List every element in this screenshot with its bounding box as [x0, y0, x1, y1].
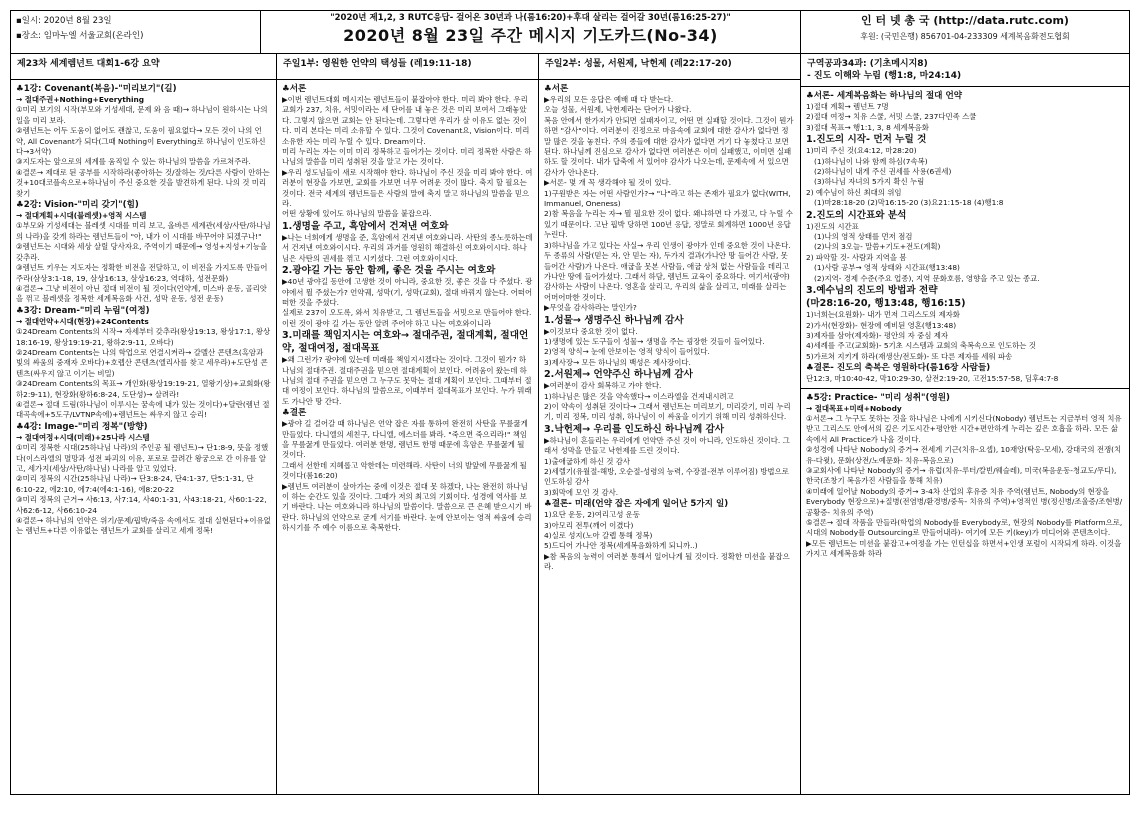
- text-line: 2)세렐기(유월절-해방, 오순절-성령의 능력, 수장절-전부 이루어짐) 방법으로 인도하심 감사: [544, 467, 789, 487]
- text-line: ③교회사에 나타난 Nobody의 증거→ 유럽(치유-루터/칼빈/웨슬레), 미국(복음운동-청교도/무디), 한국(조창기 복음가진 사람들을 통해 치유): [806, 465, 1117, 486]
- column-body: [539, 80, 800, 576]
- text-line: 1)출애굽하게 하신 것 감사: [544, 456, 631, 466]
- text-line: ▶우리의 모든 응답은 예배 때 다 받는다.: [544, 95, 674, 104]
- text-line: ▶렘넌트 여러분이 살아가는 중에 이것은 절대 못 하겠다, 나는 완전히 하나님이 하는 순간도 있을 것이다. 그때가 저의 최고의 기회이다. 성경에 역사를 보기 바란다. 나는 여호와니라 하나님의 말씀이다. 말씀으로 큰 은혜 받으시기 바란다. 하나님의 언약으로 굳게 서기를 바란다. 눈에 안보이는 영적 싸움에 승리하시기를 주 예수 이름으로 축복한다.: [282, 481, 532, 533]
- text-line: (1)나의 영적 상태를 먼저 점검: [814, 232, 913, 242]
- header-subtitle: "2020년 제1,2, 3 RUTC응답- 걸어온 30년과 나(롬16:20)+후대 살리는 걸어갈 30년(롬16:25-27)": [330, 13, 731, 23]
- text-line: 1)하나님은 많은 것을 약속했다→ 이스라엘을 건져내시려고: [544, 391, 734, 401]
- donation-account: 후원: (국민은행) 856701-04-233309 세계복음화전도협회: [860, 32, 1070, 41]
- text-line: 오늘 성물, 서원제, 낙헌제라는 단어가 나왔다.: [544, 105, 692, 115]
- section-heading: ♣2강: Vision-"미리 갖기"(힘): [16, 200, 139, 211]
- text-line: 3)제사장→ 모든 하나님의 백성은 제사장이다.: [544, 357, 691, 367]
- text-line: ▶여러분이 감사 회복하고 가야 한다.: [544, 381, 662, 391]
- section-heading: ♣결론: [282, 408, 307, 419]
- text-line: ▶이번 렘넌트대회 메시지는 렘넌트들이 붙잡아야 한다. 미리 봐야 한다. 우리 교회가 237, 치유, 서밋이라는 세 단어를 내 놓은 것은 미리 보여서 그래놓았다. 그렇지 않으면 교회는 안 된다는데. 그렇다면 우리가 살 이유도 없는 것이다. 미리 본다는 미리 소유할 수 있다. 그것이 Covenant요, Vision이다. 미리 소유한 자는 미리 누릴 수 있다. Dream이다.: [282, 95, 530, 146]
- text-line: ▶광야 길 걸어갈 때 하나님은 언약 잡은 자를 통하여 완전히 사탄을 무릎꿇게 만들었다. 다니엘의 세친구, 다니엘, 에스더를 봐라. "죽으면 죽으리라!" 책임을 무릎꿇게 만들었다. 여러분 한명, 렘넌트 한명 때문에 흑암은 무릎꿇게 될 것이다.: [282, 419, 528, 460]
- text-line: ▶모든 렘넌트는 미션을 붙잡고+여정을 가는 인턴십을 하면서+인생 포럼이 시작되게 하라. 이것을 가지고 세계복음화 하라: [806, 538, 1122, 559]
- text-line: ②미리 정복의 시간(25하나님 나라)→ 단3:8-24, 단4:1-37, 단5:1-31, 단6:10-22, 에2:10, 에7:4(에4:1-16), 에8:20-22: [16, 474, 254, 494]
- section-heading: 1.진도의 시작- 먼저 누릴 것: [806, 134, 927, 146]
- text-line: 1)너희는(요원화)- 내가 먼저 그리스도의 제자화: [806, 310, 960, 320]
- event-info: [11, 11, 261, 53]
- text-line: ②렘넌트는 어두 도움이 없어도 괜찮고, 도움이 필요없다→ 모든 것이 나의 언약, All Covenant가 되다(그때 Nothing이 Everything로 하나님이 인도하신다→3서약): [16, 126, 266, 157]
- section-heading: ♣4강: Image-"미리 정복"(방향): [16, 421, 148, 432]
- text-line: 단12:3, 마10:40-42, 막10:29-30, 살전2:19-20, 고전15:57-58, 딤후4:7-8: [806, 374, 1059, 384]
- column-heading: 주일2부: 성물, 서원제, 낙헌제 (레22:17-20): [539, 54, 800, 80]
- text-line: 3)절대 목표→ 행1:1, 3, 8 세계복음화: [806, 122, 929, 132]
- section-heading: ♣서론: [544, 84, 569, 94]
- text-line: ④결론→ 절대 드림(하나님이 이루시는 꿈속에 내가 있는 것이다)+달란(렘넌 절대곡속에+5도구/LVTNP속에)+렘넌트는 싸우지 않고 승리!: [16, 399, 270, 420]
- text-line: ⑤결론→ 절대 작품을 만들라(학업의 Nobody를 Everybody로, 현장의 Nobody를 Platform으로, 시대의 Nobody를 Outsourcing로 만들어내라)- 여기에 모든 키(key)가 미디어와 콘텐츠이다.: [806, 518, 1123, 538]
- section-heading: ♣서론- 세계복음화는 하나님의 절대 언약: [806, 91, 963, 101]
- title-block: [261, 11, 801, 53]
- text-line: (1)마28:18-20 (2)막16:15-20 (3)요21:15-18 (4)행1:8: [814, 198, 1004, 208]
- text-line: 1)진도의 시간표: [806, 221, 859, 231]
- column-sermon-2: [539, 54, 801, 794]
- text-line: ③24Dream Contents의 목표→ 개인화(왕상19:19-21, 열왕기상)+교회화(왕하2:9-11), 현장화(왕하6:8-24, 도단성)→ 살려라!: [16, 379, 271, 399]
- text-line: ④결론→ 제대로 된 공부를 시작하라(좋아하는 것/잘하는 것/다른 사람이 안하는 것+10대코플속으로+하나님이 주신 중요한 것을 발견하게 된다. 나의 것 미리 찾기: [16, 167, 270, 198]
- text-line: ③렘넌트 키우는 지도자는 정확한 비전을 전달하고, 이 비전을 가지도록 만들어주라(삼상3:1-18, 19, 삼상16:13, 삼상16:23, 역대하, 성전문화): [16, 263, 268, 283]
- text-line: 5)가르쳐 지키게 하라(재생산/전도화)- 또 다른 제자를 세워 파송: [806, 351, 1013, 361]
- text-line: ▶우리 성도님들이 새로 시작해야 한다. 하나님이 주신 것을 미리 봐야 한다. 여러분이 현장을 가보면, 교회를 가보면 너무 어려운 것이 많다. 축지 할 필요는 것이다. 전국 세계의 렘넌트들은 사람의 말에 축지 말고 하나님의 말씀을 믿으라.: [282, 167, 533, 209]
- text-line: ①미리 정복한 시대(25하나님 나라)의 주인공 될 렘넌트)→ 단1:8-9, 뜻을 정했다(이스라엘의 멸망과 성전 파괴의 이유, 포로로 끌려간 왕궁으로 간 이유를 알고, 세가지(세상/사탄/하나님) 나라를 알고 있었다.: [16, 443, 269, 473]
- text-line: 1)요단 운동, 2)여리고성 운동: [544, 510, 640, 520]
- text-line: 4)실로 성지(노아 갈렙 통해 정복): [544, 531, 653, 541]
- text-line: ▶나는 너희에게 생명을 준, 흑암에서 건져낸 여호와니라. 사탄의 종노릇하는데서 건져낸 여호와이시다. 우리의 과거를 영원히 해결하신 여호와이시다. 하나님은 사탄의 권세를 꺾고 시키셨다. 그런 여호와이시다.: [282, 232, 533, 263]
- text-line: 2) 파악할 것- 사람과 지역을 봄: [806, 252, 907, 262]
- text-line: ④미래에 일어날 Nobody의 증거→ 3-4차 산업의 후유증 치유 주역(렘넌트, Nobody의 현장을 Everybody 현장으로)+질병(전염병/환경병/중독- 치유의 주역)+영적인 병(정신병/조울증/조현병/공황증- 치유의 주역): [806, 486, 1123, 517]
- text-line: ▶왜 그런가? 광야에 있는데 미래를 책임지시겠다는 것이다. 그것이 뭔가? 하나님의 절대주권. 절대주권을 믿으면 절대계획이 보인다. 어려움이 왔는데 하나님의 절대 주권을 믿으면 그 누구도 못막는 절대 계획이 보인다. 그때부터 절대 여정이 보인다. 하나님의 말씀으로, 이때부터 절대목표가 보인다. 누가 뭐래도 가나안 땅 간다.: [282, 355, 532, 406]
- column-heading: 주일1부: 영원한 언약의 택성들 (레19:11-18): [277, 54, 538, 80]
- column-lecture-summary: [11, 54, 277, 794]
- text-line: (3)하나님 자녀의 5가지 확신 누림: [814, 177, 925, 187]
- text-line: ▶참 복음의 능력이 여러분 통해서 일어나게 될 것이다. 정확한 미션을 붙잡으라.: [544, 551, 790, 572]
- text-line: → 절대목표+미래+Nobody: [806, 403, 902, 413]
- text-line: 1)생명에 있는 도구들이 성물→ 생명을 주는 굉장한 것들이 들어있다.: [544, 336, 765, 346]
- text-line: (1)사람 공부→ 영적 상태와 시간표(행13:48): [814, 263, 960, 273]
- text-line: 3)아모리 전투(깨어 이겼다): [544, 520, 634, 530]
- text-line: (2)나의 3오늘- 말씀+기도+전도(계획): [814, 242, 941, 252]
- section-heading: 1.생명을 주고, 흑암에서 건져낸 여호와: [282, 220, 449, 232]
- text-line: 2)참 복음을 누리는 자→ 뭘 필요한 것이 없다. 왜냐하면 다 가졌고, 다 누릴 수 있기 때문이다. 고난 핍박 당하면 100년 응답, 정말로 회계하면 1000년 응답 누린다.: [544, 209, 793, 240]
- text-line: 5)드디어 가나안 정복(세계복음화하게 되니까..): [544, 541, 698, 551]
- text-line: ▶서론- 몇 개 꼭 생각해야 될 것이 있다.: [544, 178, 672, 188]
- section-heading: ♣결론- 진도의 축복은 영원하다(롬16장 사람들): [806, 363, 991, 374]
- section-heading: (마28:16-20, 행13:48, 행16:15): [806, 298, 966, 310]
- text-line: (1)하나님이 나와 함께 하심(7속복): [814, 156, 928, 166]
- text-line: 2)영적 양식→ 눈에 안보이는 영적 양식이 들어있다.: [544, 347, 710, 357]
- text-line: ①24Dream Contents의 시작→ 자세부터 갖추라(왕상19:13, 왕상17:1, 왕상18:16-19, 왕상19:19-21, 왕하2:9-11, 오바다): [16, 327, 271, 347]
- text-line: ②렘넌트는 시대와 세상 살릴 당사자요, 주역이기 때문에→ 영성+지성+기능을 갖추라.: [16, 242, 268, 262]
- section-heading: ♣3강: Dream-"미리 누림"(여정): [16, 305, 150, 316]
- text-line: (2)지역- 경제 수준(주요 업종), 지역 문화호름, 영향을 주고 있는 종교.: [814, 273, 1040, 283]
- text-line: 실제로 237이 오도록, 와서 치유받고, 그 렘넌트들을 서밋으로 만들어야 한다. 이런 것이 광야 길 가는 동안 알려 주어야 하고 나는 여호와이니라: [282, 308, 532, 328]
- text-line: ②24Dream Contents는 나의 학업으로 연결시켜라→ 갈멜산 콘텐츠(흑암과 빛의 싸움의 중재자 오바다)+호렙산 콘텐츠(엘리사를 찾고 세우라)+도단성 콘텐츠(싸우지 않고 이기는 비밀): [16, 347, 268, 378]
- text-line: ①미리 보기의 시작(부모와 기성세대, 문제 와 음 때)→ 하나님이 원하시는 나의 일을 미리 보라.: [16, 105, 268, 125]
- text-line: 3)하나님을 가고 있다는 사실→ 우리 인생이 광야가 인데 중요한 것이 나온다. 두 종류의 사람(믿는 자, 안 믿는 자), 두가지 결과(가나안 땅 들어간 사람, 못 들어간 사람)가 나온다. 애굽을 못본 사람들, 애굽 상처 없는 사람들을 데리고 가나안 땅에 들어가셨다. 그래서 하담, 렘넌트 교육이 중요하다. 여기서(광야) 감사하는 사람이 나온다. 영혼을 살리고, 우리의 삶을 살리고, 미래를 살리는 어머어마한 것이다.: [544, 240, 791, 302]
- section-heading: ♣5강: Practice- "미리 성취"(영원): [806, 392, 950, 403]
- text-line: ③미리 정복의 근거→ 사6:13, 사7:14, 사40:1-31, 사43:18-21, 사60:1-22, 사62:6-12, 사66:10-24: [16, 495, 267, 515]
- text-line: 3)제자를 삼아(제자화)- 평안의 자 중심 제자: [806, 330, 948, 340]
- text-line: → 절대주권+Nothing+Everything: [16, 95, 145, 104]
- text-line: ▶이것보다 중요한 것이 없다.: [544, 326, 638, 336]
- text-line: ④결론→ 그냥 비전이 아닌 절대 비전이 될 것이다(언약계, 미스바 운동, 골리앗을 꺾고 블레셋을 정복한 세계복음화 사건, 성막 운동, 성전 운동): [16, 283, 267, 304]
- text-line: ①부모와 기성세대는 블레셋 시대를 미리 보고, 올바른 세계관(세상/사탄/하나님의 나라)을 갖게 하라는 렘넌트들이 "아, 내가 이 시대를 바꾸어야 되겠구나!": [16, 221, 271, 241]
- site-link[interactable]: 인 터 넷 총 국 (http://data.rutc.com): [861, 14, 1069, 27]
- text-line: 3)회막에 모인 것 감사.: [544, 487, 619, 497]
- section-heading: 2.광야길 가는 동안 함께, 좋은 것을 주시는 여호와: [282, 265, 496, 277]
- section-heading: 3.낙헌제→ 우리를 인도하신 하나님께 감사: [544, 423, 724, 435]
- column-group-lesson: [801, 54, 1129, 794]
- event-date: ▪일시: 2020년 8월 23일: [16, 16, 112, 26]
- text-line: ▶무엇을 감사하라는 말인가?: [544, 303, 637, 313]
- section-divider: [801, 388, 1129, 389]
- text-line: ▶하나님이 흔들리는 우리에게 언약만 주신 것이 아니라, 인도하신 것이다. 그래서 성막을 만들고 낙헌제를 드린 것이다.: [544, 435, 790, 456]
- column-heading: 구역공과34과: (기초메시지8) - 진도 이해와 누림 (행1:8, 마24:14): [801, 54, 1129, 87]
- text-line: → 절대여정+시대(미래)+25나라 시스템: [16, 432, 150, 442]
- text-line: ①서론→ 그 누구도 못하는 것을 하나님은 나에게 시키신다(Nobody) 렘넌트는 지금부터 영적 치유 받고 그리스도 안에서의 깊은 기도시간+평안한 시간+편안하게 누리는 깊은 호흡을 하라. 모든 삶속에서 All Practice가 나올 것이다.: [806, 413, 1122, 444]
- page-title: 2020년 8월 23일 주간 메시지 기도카드(No-34): [343, 26, 718, 45]
- column-body: [801, 87, 1129, 563]
- section-heading: 3.미래를 책임지시는 여호와→ 절대주권, 절대계획, 절대언약, 절대여정, 절대목표: [282, 330, 529, 355]
- section-heading: 2.진도의 시간표와 분석: [806, 209, 907, 221]
- text-line: → 절대계획+시대(블레셋)+영적 시스템: [16, 211, 147, 221]
- section-heading: 3.예수님의 진도의 방법과 전략: [806, 285, 938, 297]
- column-sermon-1: [277, 54, 539, 794]
- text-line: ④결론→ 하나님의 언약은 위기/문제/핍박/죽음 속에서도 절대 실현된다+이유없는 렘넌트+다른 이유없는 렘넌트가 교회를 살리고 세계 정복!: [16, 516, 271, 536]
- text-line: (2)하나님이 내게 주신 권세를 사용(6권세): [814, 167, 952, 177]
- text-line: ③지도자는 앞으로의 세계를 움직일 수 있는 하나님의 말씀을 가르쳐주라.: [16, 157, 251, 167]
- text-line: ▶40년 광야길 동안에 고생한 것이 아니라, 중요한 것, 좋은 것을 다 주셨다. 광야에서 뭘 주셨는가? 언약궤, 성막(기, 성막(교회), 절대 바꿔지 않는다. 어떠어떠한 것을 주셨다.: [282, 277, 533, 307]
- card-header: [10, 10, 1130, 54]
- text-line: 2) 예수님이 하신 최대의 위임: [806, 187, 902, 197]
- text-line: 복음 안에서 한가지가 안되면 실패자이고, 어떤 면 실패할 것이다. 그것이 뭔가하면 "감사"이다. 여러분이 진정으로 마음속에 교회에 대한 감사가 없다면 정말 많은 것을 놓친다. 주의 종들에 대한 감사가 없다면 거기 다 놓쳤다고 보면 된다. 하나님께 진심으로 감사가 없다면 여러분은 이미 실패했고, 이미면 실패하도 할 것이다. 내가 답축에 서 있어야 감사가 나오는데, 문제속에 서 있으면 감사가 안나온다.: [544, 115, 794, 177]
- section-heading: ♣1강: Covenant(복음)-"미리보기"(길): [16, 84, 177, 94]
- column-body: [11, 80, 276, 540]
- text-line: 4)세례를 주고(교회화)- 5기초 시스템과 교회의 축복속으로 인도하는 것: [806, 341, 1036, 351]
- text-line: 2)가서(현장화)- 현장에 예비된 영혼(행13:48): [806, 320, 957, 330]
- column-body: [277, 80, 538, 537]
- section-heading: ♣결론- 미래(언약 잡은 자에게 일어난 5가지 일): [544, 499, 729, 510]
- text-line: 1)절대 계획→ 렘넌트 7명: [806, 102, 889, 111]
- prayer-card-page: [10, 10, 1130, 796]
- text-line: 어떤 상황에 있어도 하나님의 말씀을 붙잡으라.: [282, 209, 432, 219]
- text-line: 2)절대 여정→ 치유 스쿨, 서밋 스쿨, 237다민족 스쿨: [806, 112, 977, 122]
- text-line: → 절대언약+시대(현장)+24Contents: [16, 316, 149, 326]
- text-line: 1)미리 주신 것(요4:12, 마28:20): [806, 146, 917, 156]
- text-line: 2)이 약속이 성취된 것이다→ 그래서 렘넌트는 미리보기, 미리갖기, 미리 누리기, 미리 정복, 미리 성취, 하나님이 이 싸움을 이기기 위해 미리 성취하신다.: [544, 401, 791, 422]
- text-line: 미리 누리는 자는 이미 미리 정복하고 들어가는 것이다. 미리 정복한 사람은 하나님의 말씀을 미리 성취된 것을 알고 가는 것이다.: [282, 147, 532, 167]
- section-heading: 1.성물→ 생명주신 하나님께 감사: [544, 314, 684, 326]
- section-heading: 2.서원제→ 언약주신 하나님께 감사: [544, 369, 693, 381]
- text-line: 1)구원받은 자는 어떤 사람인가?→ "나"라고 하는 존재가 필요가 없다(WITH, Immanuel, Oneness): [544, 188, 791, 209]
- text-line: ②성경에 나타난 Nobody의 증거→ 전세계 기근(치유-요셉), 10재앙(탁옹-모세), 강대국의 전쟁(치유-다윗), 문화(상전/노예문화- 치유-복음으로): [806, 445, 1122, 465]
- columns: [10, 54, 1130, 795]
- text-line: 그래서 선한데 지혜롭고 악한데는 미련해라. 사탄이 너의 발앞에 무릎꿇게 될 것이다(롬16:20): [282, 460, 527, 481]
- event-place: ▪장소: 임마누엘 서울교회(온라인): [16, 31, 144, 41]
- site-info: [801, 11, 1129, 53]
- section-heading: ♣서론: [282, 84, 307, 94]
- column-heading: 제23차 세계렘넌트 대회1-6강 요약: [11, 54, 276, 80]
